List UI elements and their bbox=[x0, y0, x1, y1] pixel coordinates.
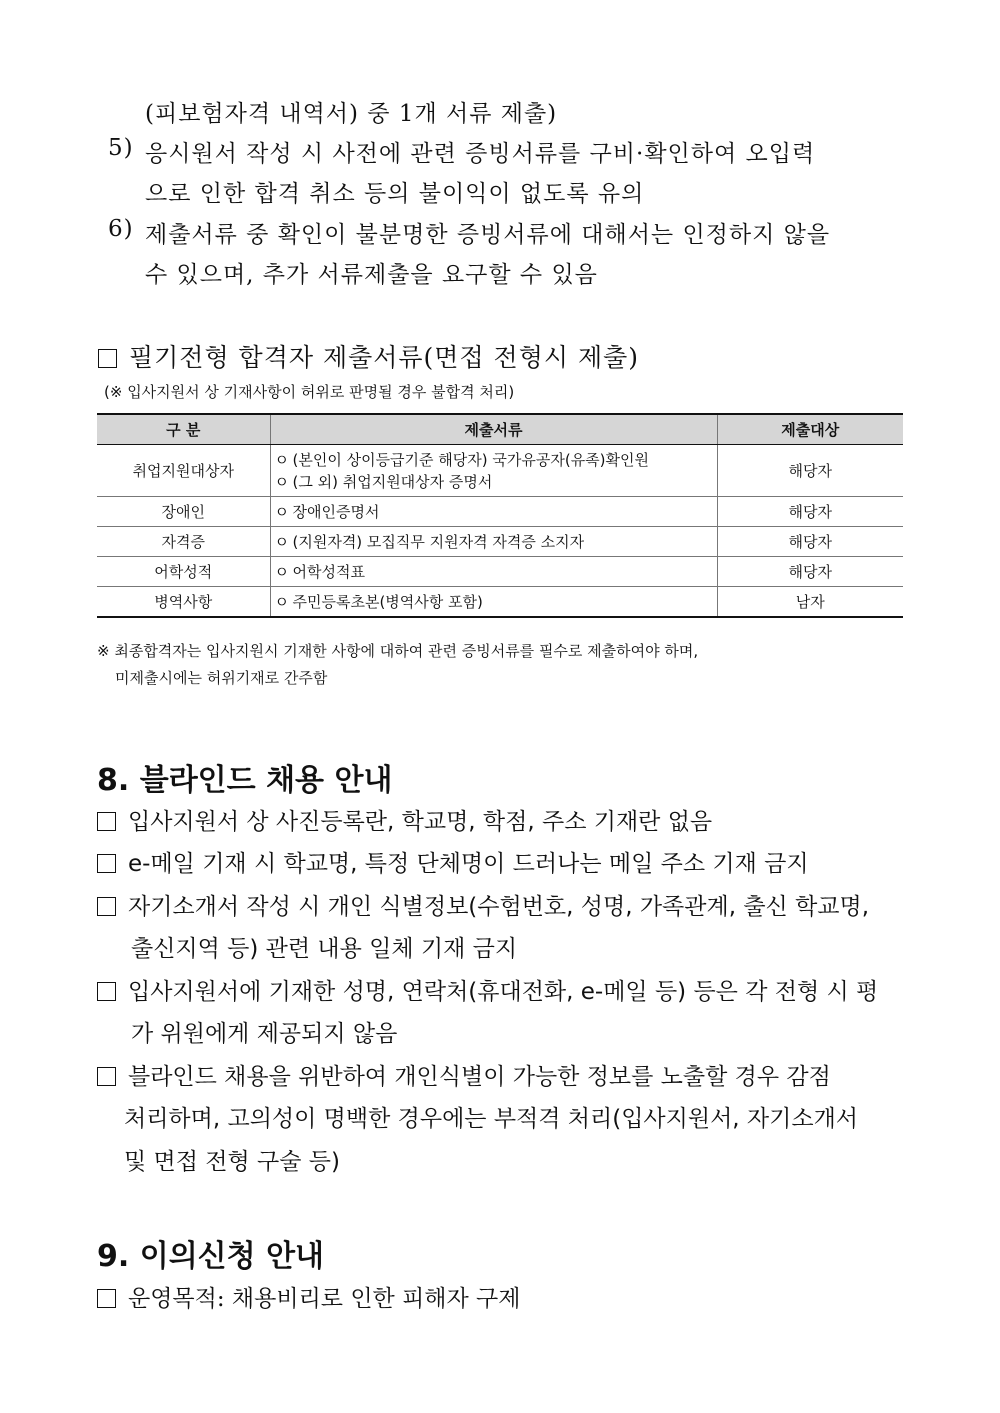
footnote-line: 미제출시에는 허위기재로 간주함 bbox=[115, 669, 328, 687]
bullet-mark: ㅇ bbox=[274, 450, 289, 469]
section-note: (※ 입사지원서 상 기재사항이 허위로 판명될 경우 불합격 처리) bbox=[104, 383, 515, 401]
checkbox-icon bbox=[97, 812, 116, 831]
bullet-mark: ㅇ bbox=[274, 592, 289, 611]
table-row bbox=[97, 587, 903, 618]
row-documents: ㅇ 어학성적표 bbox=[270, 557, 717, 587]
bullet-mark: ㅇ bbox=[274, 472, 289, 491]
item-text: 제출서류 중 확인이 불분명한 증빙서류에 대해서는 인정하지 않을 bbox=[145, 222, 831, 248]
bullet-mark: ㅇ bbox=[274, 562, 289, 581]
row-category: 취업지원대상자 bbox=[97, 445, 270, 497]
table-row bbox=[97, 497, 903, 527]
list-item-continuation: 처리하며, 고의성이 명백한 경우에는 부적격 처리(입사지원서, 자기소개서 bbox=[124, 1106, 859, 1132]
list-item: 입사지원서에 기재한 성명, 연락처(휴대전화, e-메일 등) 등은 각 전형 시 평 bbox=[97, 973, 878, 1006]
item-text: 수 있으며, 추가 서류제출을 요구할 수 있음 bbox=[145, 262, 598, 288]
table-header-row bbox=[97, 414, 903, 445]
row-target: 해당자 bbox=[717, 557, 903, 587]
row-category: 병역사항 bbox=[97, 587, 270, 618]
row-category: 어학성적 bbox=[97, 557, 270, 587]
row-target: 남자 bbox=[717, 587, 903, 618]
table-row bbox=[97, 527, 903, 557]
row-documents: ㅇ 장애인증명서 bbox=[270, 497, 717, 527]
section-heading bbox=[98, 338, 639, 374]
list-item: e-메일 기재 시 학교명, 특정 단체명이 드러나는 메일 주소 기재 금지 bbox=[97, 845, 809, 878]
item-number: 6) bbox=[108, 216, 134, 242]
section-title: 필기전형 합격자 제출서류(면접 전형시 제출) bbox=[129, 343, 639, 372]
item-text: 으로 인한 합격 취소 등의 불이익이 없도록 유의 bbox=[145, 181, 645, 207]
row-documents: ㅇ 주민등록초본(병역사항 포함) bbox=[270, 587, 717, 618]
list-item-continuation: 출신지역 등) 관련 내용 일체 기재 금지 bbox=[131, 936, 518, 962]
list-item: 운영목적: 채용비리로 인한 피해자 구제 bbox=[97, 1280, 520, 1313]
list-item-continuation: 및 면접 전형 구술 등) bbox=[124, 1149, 340, 1175]
list-item: 블라인드 채용을 위반하여 개인식별이 가능한 정보를 노출할 경우 감점 bbox=[97, 1058, 831, 1091]
item-text: 응시원서 작성 시 사전에 관련 증빙서류를 구비·확인하여 오입력 bbox=[145, 141, 816, 167]
table-row bbox=[97, 557, 903, 587]
intro-line: (피보험자격 내역서) 중 1개 서류 제출) bbox=[145, 101, 558, 127]
item-number: 5) bbox=[108, 135, 134, 161]
row-target: 해당자 bbox=[717, 445, 903, 497]
row-target: 해당자 bbox=[717, 497, 903, 527]
checkbox-icon bbox=[97, 982, 116, 1001]
list-item: 입사지원서 상 사진등록란, 학교명, 학점, 주소 기재란 없음 bbox=[97, 803, 712, 836]
row-documents: ㅇ (지원자격) 모집직무 지원자격 자격증 소지자 bbox=[270, 527, 717, 557]
bullet-mark: ㅇ bbox=[274, 532, 289, 551]
row-category: 자격증 bbox=[97, 527, 270, 557]
row-target: 해당자 bbox=[717, 527, 903, 557]
section-9-title: 9. 이의신청 안내 bbox=[97, 1239, 325, 1274]
table-row bbox=[97, 445, 903, 497]
header-category: 구 분 bbox=[97, 414, 270, 445]
header-target: 제출대상 bbox=[717, 414, 903, 445]
section-8-title: 8. 블라인드 채용 안내 bbox=[97, 763, 393, 798]
row-category: 장애인 bbox=[97, 497, 270, 527]
bullet-mark: ㅇ bbox=[274, 502, 289, 521]
checkbox-icon bbox=[98, 349, 117, 368]
row-documents: ㅇ (본인이 상이등급기준 해당자) 국가유공자(유족)확인원 ㅇ (그 외) 취업지원대상자 증명서 bbox=[270, 445, 717, 497]
list-item-continuation: 가 위원에게 제공되지 않음 bbox=[131, 1021, 398, 1047]
checkbox-icon bbox=[97, 1067, 116, 1086]
header-documents: 제출서류 bbox=[270, 414, 717, 445]
checkbox-icon bbox=[97, 854, 116, 873]
checkbox-icon bbox=[97, 897, 116, 916]
list-item: 자기소개서 작성 시 개인 식별정보(수험번호, 성명, 가족관계, 출신 학교명, bbox=[97, 888, 869, 921]
footnote-line: ※ 최종합격자는 입사지원시 기재한 사항에 대하여 관련 증빙서류를 필수로 제출하여야 하며, bbox=[97, 642, 699, 660]
checkbox-icon bbox=[97, 1289, 116, 1308]
documents-table bbox=[97, 413, 903, 618]
